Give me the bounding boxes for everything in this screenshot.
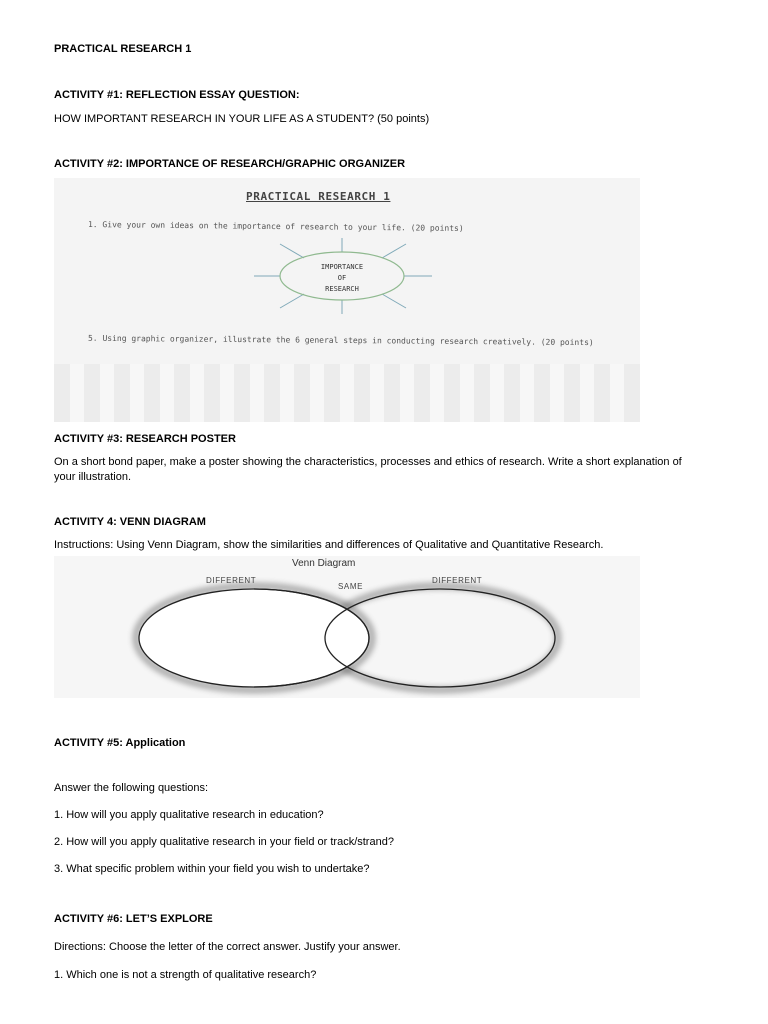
venn-title: Venn Diagram xyxy=(292,558,356,569)
activity3-body: On a short bond paper, make a poster showing the characteristics, processes and ethics of research. Write a short explanation of your illustration. xyxy=(54,456,682,483)
scan-shadow xyxy=(54,364,640,422)
activity5-question-2: 2. How will you apply qualitative research in your field or track/strand? xyxy=(54,836,394,848)
activity5-question-1: 1. How will you apply qualitative research in education? xyxy=(54,809,324,821)
activity1-heading: ACTIVITY #1: REFLECTION ESSAY QUESTION: xyxy=(54,89,300,101)
worksheet-item-1: 1. Give your own ideas on the importance of research to your life. (20 points) xyxy=(87,220,464,233)
venn-circles xyxy=(54,556,640,698)
activity2-heading: ACTIVITY #2: IMPORTANCE OF RESEARCH/GRAPHIC ORGANIZER xyxy=(54,158,406,170)
center-line-1: IMPORTANCE xyxy=(320,263,364,271)
activity6-heading: ACTIVITY #6: LET’S EXPLORE xyxy=(54,913,213,925)
venn-left-label: DIFFERENT xyxy=(206,576,257,585)
activity4-heading: ACTIVITY 4: VENN DIAGRAM xyxy=(54,516,206,528)
activity1-question: HOW IMPORTANT RESEARCH IN YOUR LIFE AS A STUDENT? (50 points) xyxy=(54,113,430,125)
activity5-heading: ACTIVITY #5: Application xyxy=(54,737,186,749)
activity5-prompt: Answer the following questions: xyxy=(54,782,209,794)
center-line-3: RESEARCH xyxy=(325,285,359,293)
activity6-directions: Directions: Choose the letter of the correct answer. Justify your answer. xyxy=(54,941,401,953)
organizer-center-label xyxy=(304,262,380,295)
worksheet-item-5: 5. Using graphic organizer, illustrate the 6 general steps in conducting research creatively. (20 points) xyxy=(87,333,594,348)
activity3-heading: ACTIVITY #3: RESEARCH POSTER xyxy=(54,433,236,445)
worksheet-title: PRACTICAL RESEARCH 1 xyxy=(246,190,391,203)
center-line-2: OF xyxy=(337,274,347,282)
document-title: PRACTICAL RESEARCH 1 xyxy=(54,43,192,55)
venn-middle-label: SAME xyxy=(338,582,364,591)
activity6-question-1: 1. Which one is not a strength of qualitative research? xyxy=(54,969,317,981)
graphic-organizer-image xyxy=(54,178,640,422)
venn-diagram-image xyxy=(54,556,640,698)
activity5-question-3: 3. What specific problem within your field you wish to undertake? xyxy=(54,863,370,875)
venn-right-label: DIFFERENT xyxy=(432,576,483,585)
activity4-instructions: Instructions: Using Venn Diagram, show the similarities and differences of Qualitative and Quantitative Research. xyxy=(54,539,604,551)
